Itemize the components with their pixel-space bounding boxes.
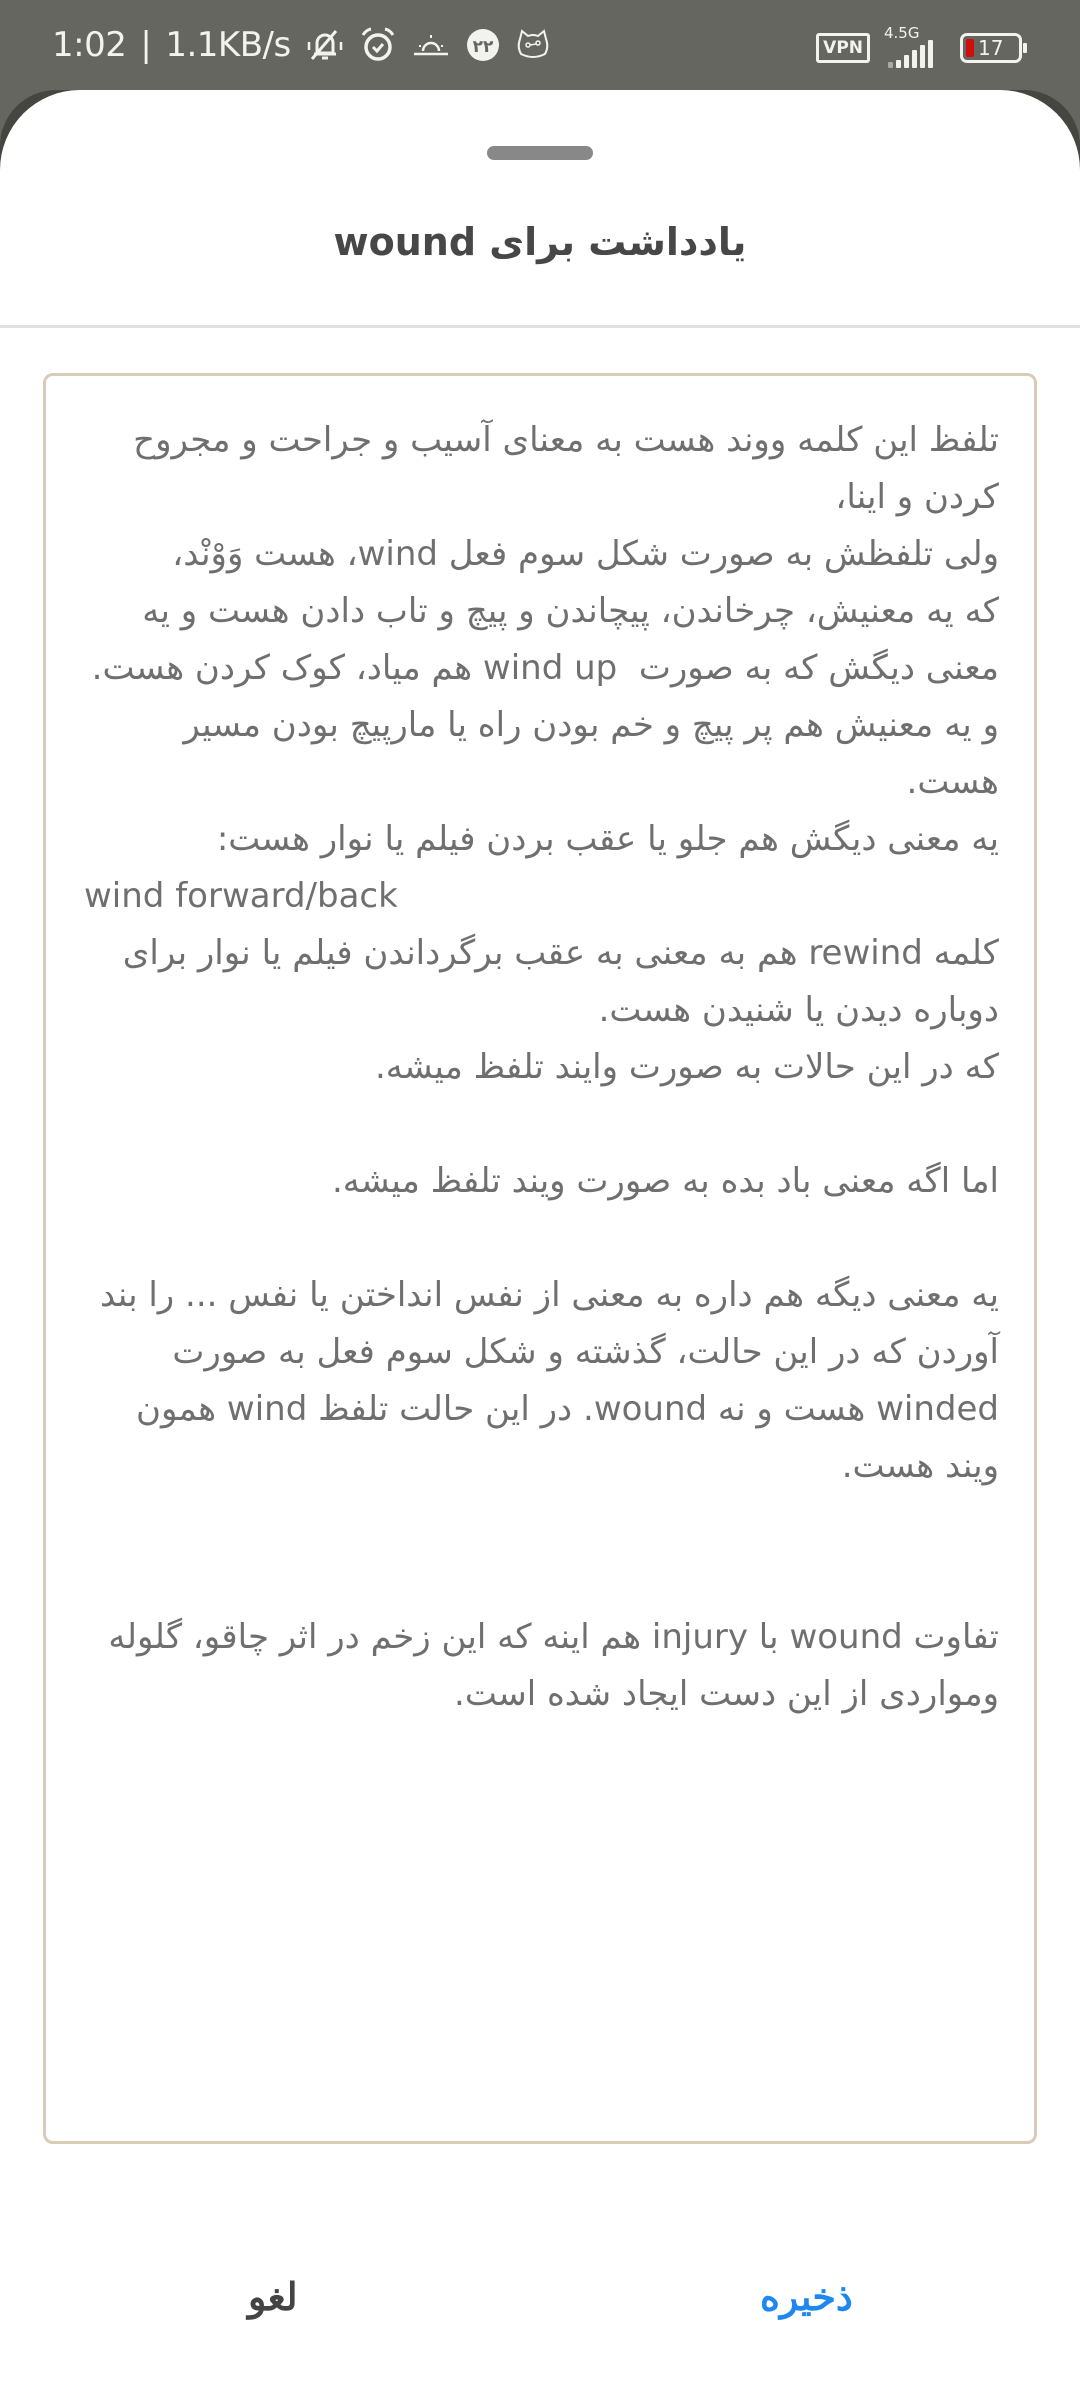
note-line: ولی تلفظش به صورت شکل سوم فعل wind، هست وَوْنْد، xyxy=(172,534,999,574)
note-line xyxy=(84,1495,999,1552)
action-bar xyxy=(0,2235,1080,2355)
note-line xyxy=(84,1210,999,1267)
note-input-box[interactable] xyxy=(43,373,1037,2144)
bell-off-icon xyxy=(305,25,345,65)
notification-badge-text: ۲۲ xyxy=(472,37,494,57)
notification-count-icon xyxy=(465,27,501,63)
note-bottom-sheet xyxy=(0,90,1080,2400)
status-separator: | xyxy=(140,25,152,65)
title-divider xyxy=(0,325,1080,328)
clock: 1:02 xyxy=(52,25,127,65)
note-line: که یه معنیش، چرخاندن، پیچاندن و پیچ و تاب دادن هست و یه معنی دیگش که به صورت wind up هم میاد، کوک کردن هست. xyxy=(91,591,999,688)
note-line: یه معنی دیگه هم داره به معنی از نفس انداختن یا نفس ... را بند آوردن که در این حالت، گذشته و شکل سوم فعل به صورت winded هست و نه wound. در این حالت تلفظ wind همون ویند هست. xyxy=(89,1275,999,1486)
alarm-clock-icon xyxy=(359,26,397,64)
note-line xyxy=(84,1552,999,1609)
network-type-label: 4.5G xyxy=(884,24,920,42)
cat-app-icon xyxy=(515,27,551,63)
note-line: wind forward/back xyxy=(84,876,398,916)
battery-percent: 17 xyxy=(978,36,1004,60)
signal-icon xyxy=(884,24,946,68)
note-line: کلمه rewind هم به معنی به عقب برگرداندن فیلم یا نوار برای دوباره دیدن یا شنیدن هست. xyxy=(111,933,999,1030)
note-line: یه معنی دیگش هم جلو یا عقب بردن فیلم یا نوار هست: xyxy=(216,819,999,859)
battery-level xyxy=(966,39,974,57)
note-line: تلفظ این کلمه ووند هست به معنای آسیب و جراحت و مجروح کردن و اینا، xyxy=(122,420,999,517)
note-line: و یه معنیش هم پر پیچ و خم بودن راه یا مارپیچ بودن مسیر هست. xyxy=(172,705,999,802)
save-button[interactable]: ذخیره xyxy=(740,2265,873,2330)
battery-icon xyxy=(960,33,1022,63)
sunrise-icon xyxy=(411,27,451,63)
status-bar xyxy=(0,0,1080,90)
status-left xyxy=(52,22,551,68)
status-right xyxy=(816,24,1022,68)
battery-tip xyxy=(1023,43,1027,53)
vpn-icon: VPN xyxy=(816,33,870,63)
note-textarea[interactable] xyxy=(84,412,999,1723)
sheet-title: یادداشت برای wound xyxy=(333,220,747,264)
cancel-button[interactable]: لغو xyxy=(228,2265,318,2330)
network-speed: 1.1KB/s xyxy=(165,25,291,65)
signal-bars xyxy=(888,40,933,68)
note-line: اما اگه معنی باد بده به صورت ویند تلفظ میشه. xyxy=(331,1161,999,1201)
note-line: تفاوت wound با injury هم اینه که این زخم در اثر چاقو، گلوله ومواردی از این دست ایجاد شده است. xyxy=(97,1617,999,1714)
note-line: که در این حالات به صورت وایند تلفظ میشه. xyxy=(374,1047,999,1087)
note-line xyxy=(84,1096,999,1153)
drag-handle[interactable] xyxy=(487,146,593,160)
